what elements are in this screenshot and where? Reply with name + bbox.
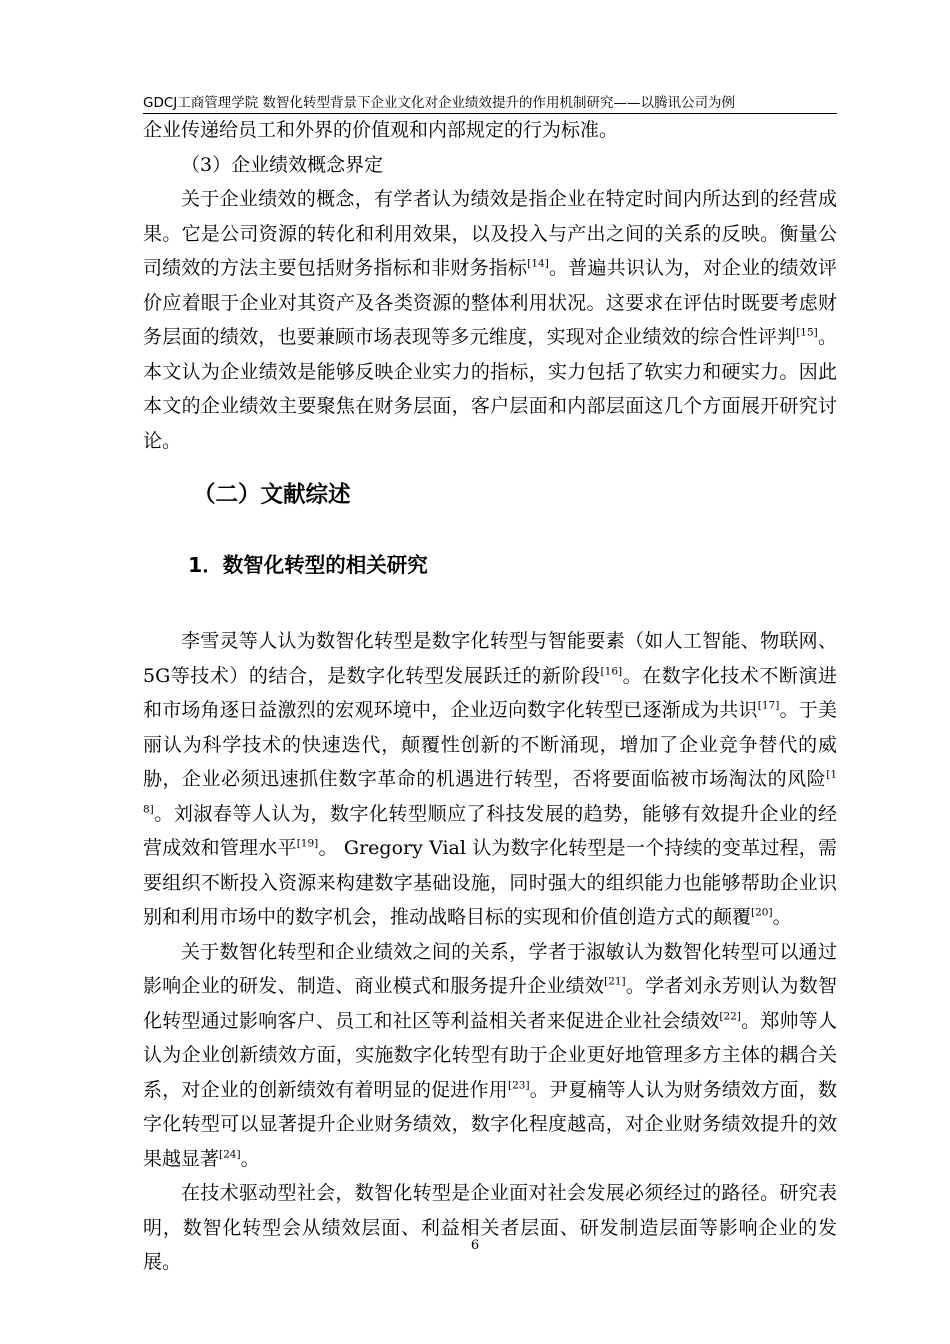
text-run: 。在数字化技术不断演进和市场角逐日益激烈的宏观环境中，企业迈向数字化转型已逐渐成为共识 <box>143 664 837 721</box>
citation: [21] <box>604 975 626 988</box>
page-body <box>143 113 837 1280</box>
running-header: GDCJ工商管理学院 数智化转型背景下企业文化对企业绩效提升的作用机制研究——以腾讯公司为例 <box>143 95 736 111</box>
subheading-performance-definition: （3）企业绩效概念界定 <box>181 153 384 176</box>
text-run: 李雪灵等人认为数智化转型是数字化转型与智能要素（如人工智能、物联网、5G等技术）的结合，是数字化转型发展跃迁的新阶段 <box>143 630 837 687</box>
text-run: 。郑帅等人认为企业创新绩效方面，实施数字化转型有助于企业更好地管理多方主体的耦合关系，对企业的创新绩效有着明显的促进作用 <box>143 1009 837 1101</box>
subsection-heading: 1．数智化转型的相关研究 <box>188 553 428 577</box>
text-run: 关于数智化转型和企业绩效之间的关系，学者于淑敏认为数智化转型可以通过影响企业的研发、制造、商业模式和服务提升企业绩效 <box>143 940 837 997</box>
text-run: 。 <box>772 906 792 928</box>
citation: [15] <box>796 326 818 339</box>
text-run: 。普遍共识认为，对企业的绩效评价应着眼于企业对其资产及各类资源的整体利用状况。这要求在评估时既要考虑财务层面的绩效，也要兼顾市场表现等多元维度，实现对企业绩效的综合性评判 <box>143 257 837 348</box>
citation: [16] <box>600 665 623 678</box>
text-run: 。尹夏楠等人认为财务绩效方面，数字化转型可以显著提升企业财务绩效，数字化程度越高，对企业财务绩效提升的效果越显著 <box>143 1078 837 1170</box>
paragraph-continuation: 企业传递给员工和外界的价值观和内部规定的行为标准。 <box>143 119 619 141</box>
paragraph-transformation-performance <box>143 935 837 1177</box>
paragraph-summary: 在技术驱动型社会，数智化转型是企业面对社会发展必须经过的路径。研究表明，数智化转型会从绩效层面、利益相关者层面、研发制造层面等影响企业的发展。 <box>143 1182 837 1273</box>
paragraph-performance-definition <box>143 182 837 458</box>
paragraph-digital-transformation <box>143 624 837 935</box>
citation: [19] <box>296 837 319 850</box>
citation: [22] <box>719 1010 741 1023</box>
citation: [20] <box>751 906 773 919</box>
text-run: 。 Gregory Vial 认为数字化转型是一个持续的变革过程，需要组织不断投入资源来构建数字基础设施，同时强大的组织能力也能够帮助企业识别和利用市场中的数字机会，推动战略目标的实现和价值创造方式的颠覆 <box>143 837 837 928</box>
text-run: 。刘淑春等人认为，数字化转型顺应了科技发展的趋势，能够有效提升企业的经营成效和管理水平 <box>143 802 837 859</box>
text-run: 。于美丽认为科学技术的快速迭代，颠覆性创新的不断涌现，增加了企业竞争替代的威胁，企业必须迅速抓住数字革命的机遇进行转型，否将要面临被市场淘汰的风险 <box>143 699 837 790</box>
text-run: 关于企业绩效的概念，有学者认为绩效是指企业在特定时间内所达到的经营成果。它是公司资源的转化和利用效果，以及投入与产出之间的关系的反映。衡量公司绩效的方法主要包括财务指标和非财务指标 <box>143 188 837 279</box>
section-heading: （二）文献综述 <box>193 482 351 508</box>
text-run: 。 <box>240 1147 260 1170</box>
text-run: 。学者刘永芳则认为数智化转型通过影响客户、员工和社区等利益相关者来促进企业社会绩效 <box>143 975 837 1032</box>
spacer <box>143 582 837 624</box>
citation: [17] <box>757 699 780 712</box>
text-run: 。本文认为企业绩效是能够反映企业实力的指标，实力包括了软实力和硬实力。因此本文的企业绩效主要聚焦在财务层面，客户层面和内部层面这几个方面展开研究讨论。 <box>143 326 837 452</box>
citation: [23] <box>508 1079 530 1092</box>
page-number: 6 <box>470 1238 480 1253</box>
citation: [24] <box>219 1148 241 1161</box>
citation: [18] <box>143 768 837 816</box>
citation: [14] <box>527 257 549 270</box>
